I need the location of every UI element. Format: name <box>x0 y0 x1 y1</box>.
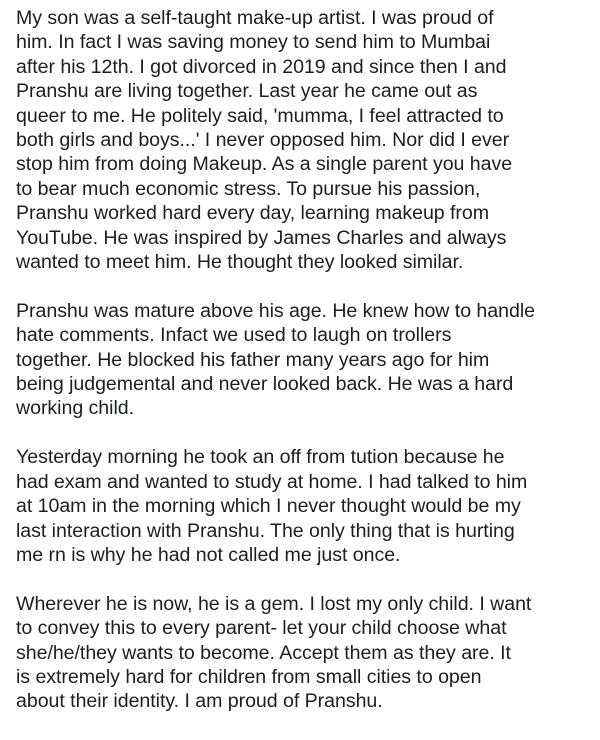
text-line: Pranshu worked hard every day, learning makeup from <box>16 202 490 225</box>
text-line: together. He blocked his father many years ago for him <box>16 348 490 371</box>
paragraph-4 <box>16 592 596 714</box>
post-body <box>16 6 596 714</box>
text-line: had exam and wanted to study at home. I had talked to him <box>16 470 528 493</box>
text-line: after his 12th. I got divorced in 2019 and since then I and <box>16 55 507 78</box>
paragraph-2 <box>16 299 596 421</box>
text-line: Pranshu was mature above his age. He knew how to handle <box>16 299 535 322</box>
text-line: at 10am in the morning which I never thought would be my <box>16 495 521 518</box>
text-line: YouTube. He was inspired by James Charles and always <box>16 226 507 249</box>
text-line: is extremely hard for children from small cities to open <box>16 665 482 688</box>
text-line: Wherever he is now, he is a gem. I lost my only child. I want <box>16 592 532 615</box>
text-line: she/he/they wants to become. Accept them as they are. It <box>16 641 511 664</box>
text-line: him. In fact I was saving money to send him to Mumbai <box>16 31 491 54</box>
text-line: stop him from doing Makeup. As a single parent you have <box>16 153 513 176</box>
text-line: me rn is why he had not called me just once. <box>16 543 401 566</box>
text-line: Yesterday morning he took an off from tution because he <box>16 446 505 469</box>
text-line: hate comments. Infact we used to laugh on trollers <box>16 324 452 347</box>
text-line: being judgemental and never looked back. He was a hard <box>16 373 514 396</box>
text-line: to convey this to every parent- let your child choose what <box>16 617 507 640</box>
paragraph-spacer <box>16 421 596 445</box>
text-line: wanted to meet him. He thought they looked similar. <box>16 251 464 274</box>
paragraph-spacer <box>16 274 596 298</box>
text-line: queer to me. He politely said, 'mumma, I feel attracted to <box>16 104 504 127</box>
text-line: working child. <box>16 397 135 420</box>
paragraph-spacer <box>16 567 596 591</box>
text-line: My son was a self-taught make-up artist. I was proud of <box>16 7 494 29</box>
text-line: to bear much economic stress. To pursue his passion, <box>16 177 481 200</box>
text-line: both girls and boys...' I never opposed him. Nor did I ever <box>16 129 510 152</box>
text-line: last interaction with Pranshu. The only thing that is hurting <box>16 519 515 542</box>
paragraph-3 <box>16 445 596 567</box>
paragraph-1 <box>16 6 596 274</box>
text-line: about their identity. I am proud of Pranshu. <box>16 690 383 713</box>
text-line: Pranshu are living together. Last year he came out as <box>16 80 478 103</box>
